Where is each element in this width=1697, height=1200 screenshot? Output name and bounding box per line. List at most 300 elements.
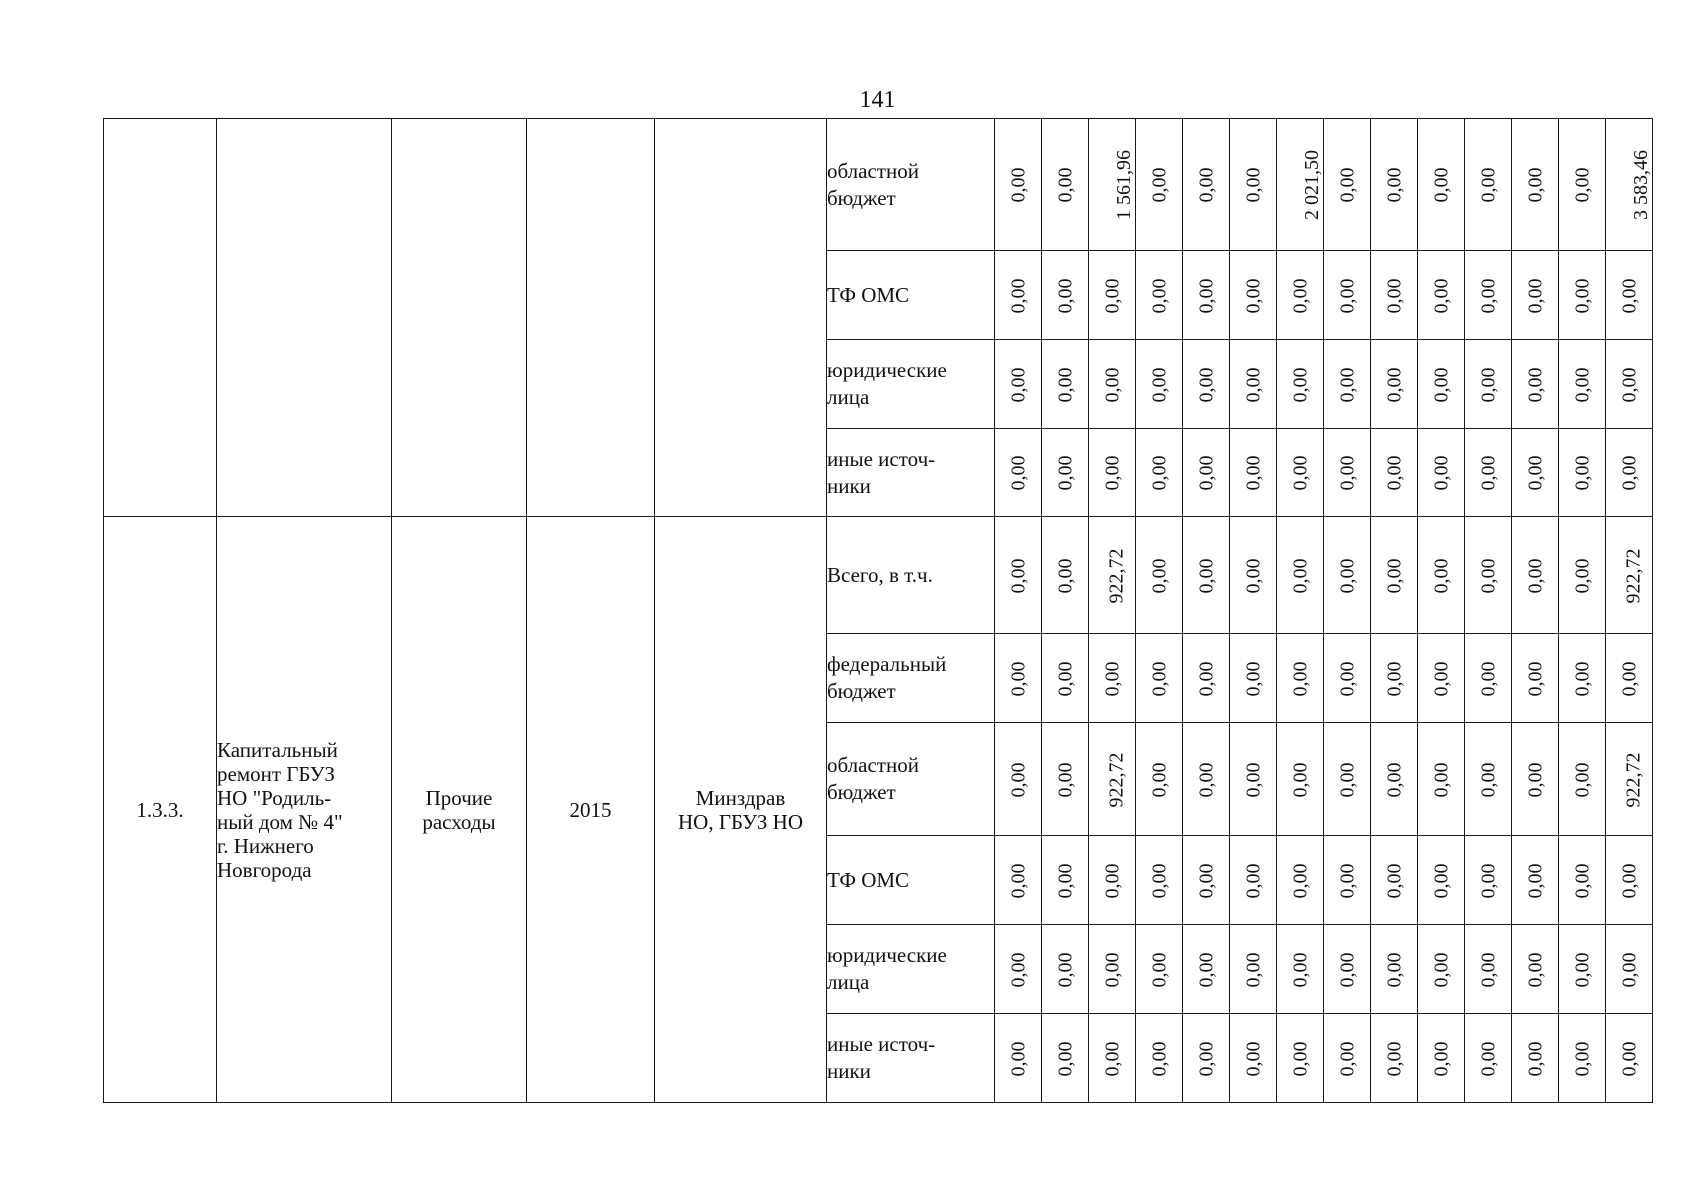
value: 0,00 (1242, 1041, 1264, 1076)
value-cell (1042, 517, 1089, 634)
value-cell (1512, 836, 1559, 925)
value: 0,00 (1007, 952, 1029, 987)
value-cell (1089, 1014, 1136, 1103)
value-cell (1559, 429, 1606, 517)
value-cell (1465, 517, 1512, 634)
value: 0,00 (1571, 952, 1593, 987)
value: 0,00 (1618, 455, 1640, 491)
value-cell (1089, 925, 1136, 1014)
value-cell (995, 836, 1042, 925)
value: 0,00 (1242, 558, 1264, 593)
value-cell (1089, 836, 1136, 925)
value: 0,00 (1101, 952, 1123, 987)
value-cell (1606, 517, 1653, 634)
value: 0,00 (1289, 952, 1311, 987)
value-cell (1230, 251, 1277, 340)
value-cell (1418, 119, 1465, 251)
value-cell (1136, 429, 1183, 517)
value-cell (1371, 119, 1418, 251)
value: 0,00 (1571, 661, 1593, 696)
value-cell (1089, 119, 1136, 251)
value: 0,00 (1430, 278, 1452, 313)
funding-source-cell (827, 251, 995, 340)
value-cell (1512, 723, 1559, 836)
value-cell (1324, 1014, 1371, 1103)
value: 0,00 (1289, 762, 1311, 797)
value: 0,00 (1195, 1041, 1217, 1076)
year: 2015 (569, 797, 612, 822)
value-cell (1042, 1014, 1089, 1103)
value-cell (1042, 634, 1089, 723)
value: 0,00 (1477, 455, 1499, 491)
value: 922,72 (1622, 752, 1645, 807)
value-cell (1183, 723, 1230, 836)
value-cell (1324, 251, 1371, 340)
value-cell (1136, 251, 1183, 340)
value-cell (1183, 634, 1230, 723)
value-cell (1230, 517, 1277, 634)
value: 0,00 (1383, 367, 1405, 402)
value-cell (1324, 429, 1371, 517)
value: 0,00 (1524, 1041, 1546, 1076)
value: 1 561,96 (1113, 150, 1135, 220)
value: 0,00 (1430, 762, 1452, 797)
executor-cell (655, 517, 827, 1103)
value: 0,00 (1007, 558, 1029, 593)
value: 0,00 (1242, 278, 1264, 313)
value-cell (1371, 251, 1418, 340)
value: 0,00 (1383, 762, 1405, 797)
value-cell (1230, 429, 1277, 517)
funding-source-line: ники (827, 1059, 871, 1083)
value-cell (995, 517, 1042, 634)
value-cell (1277, 723, 1324, 836)
value: 0,00 (1430, 167, 1452, 203)
measure-number-cell (104, 517, 217, 1103)
value: 0,00 (1148, 558, 1170, 593)
value-cell (1606, 723, 1653, 836)
value-cell (1230, 723, 1277, 836)
value-cell (995, 1014, 1042, 1103)
table-row (104, 119, 1653, 251)
value: 0,00 (1571, 367, 1593, 402)
value: 0,00 (1148, 455, 1170, 491)
value: 0,00 (1477, 167, 1499, 203)
value: 0,00 (1007, 1041, 1029, 1076)
value-cell (1418, 723, 1465, 836)
measure-name-line: Новгорода (217, 857, 312, 882)
value-cell (1136, 836, 1183, 925)
value: 0,00 (1054, 455, 1076, 491)
value: 0,00 (1336, 558, 1358, 593)
value: 0,00 (1383, 167, 1405, 203)
value-cell (1183, 251, 1230, 340)
value: 0,00 (1101, 1041, 1123, 1076)
value: 0,00 (1524, 762, 1546, 797)
value-cell (1606, 340, 1653, 429)
value: 922,72 (1622, 548, 1645, 603)
value: 0,00 (1383, 455, 1405, 491)
value: 0,00 (1148, 1041, 1170, 1076)
value: 0,00 (1524, 952, 1546, 987)
funding-source-line: иные источ- (827, 1032, 936, 1056)
funding-source-line: иные источ- (827, 446, 936, 471)
value-cell (1559, 634, 1606, 723)
value-cell (1277, 251, 1324, 340)
value: 0,00 (1524, 455, 1546, 491)
value-cell (1512, 251, 1559, 340)
funding-source-cell (827, 836, 995, 925)
funding-source-line: областной (827, 158, 919, 183)
value-cell (1089, 723, 1136, 836)
value-cell (1465, 251, 1512, 340)
value-cell (1324, 634, 1371, 723)
expense-type-cell (392, 119, 527, 517)
value: 0,00 (1007, 661, 1029, 696)
value-cell (1512, 429, 1559, 517)
value-cell (995, 429, 1042, 517)
funding-source-cell (827, 925, 995, 1014)
value-cell (1089, 517, 1136, 634)
value: 0,00 (1383, 661, 1405, 696)
expense-type-line: расходы (422, 809, 496, 834)
value: 922,72 (1105, 548, 1128, 603)
value: 0,00 (1007, 278, 1029, 313)
value-cell (1042, 340, 1089, 429)
value: 0,00 (1054, 863, 1076, 898)
value-cell (1183, 925, 1230, 1014)
value: 0,00 (1336, 952, 1358, 987)
value-cell (1277, 634, 1324, 723)
value-cell (1465, 340, 1512, 429)
value: 0,00 (1007, 367, 1029, 402)
value: 922,72 (1105, 752, 1128, 807)
value: 0,00 (1007, 863, 1029, 898)
value-cell (1042, 119, 1089, 251)
value-cell (1512, 340, 1559, 429)
value: 0,00 (1524, 558, 1546, 593)
measure-name-line: ремонт ГБУЗ (217, 761, 335, 786)
value-cell (995, 251, 1042, 340)
value: 0,00 (1336, 278, 1358, 313)
value-cell (1277, 517, 1324, 634)
value: 0,00 (1195, 367, 1217, 402)
value: 0,00 (1571, 455, 1593, 491)
value: 0,00 (1477, 558, 1499, 593)
value-cell (1089, 429, 1136, 517)
value-cell (1324, 340, 1371, 429)
value-cell (1089, 634, 1136, 723)
value: 0,00 (1242, 952, 1264, 987)
value: 0,00 (1336, 762, 1358, 797)
value-cell (1512, 925, 1559, 1014)
value: 0,00 (1524, 278, 1546, 313)
measure-number-cell (104, 119, 217, 517)
value-cell (1277, 340, 1324, 429)
value: 0,00 (1336, 367, 1358, 402)
value-cell (1230, 119, 1277, 251)
value: 3 583,46 (1630, 150, 1652, 220)
funding-source-line: юридические (827, 943, 947, 967)
value: 0,00 (1383, 558, 1405, 593)
value-cell (1512, 1014, 1559, 1103)
funding-source-line: лица (827, 970, 870, 994)
value-cell (995, 723, 1042, 836)
value-cell (1371, 340, 1418, 429)
year-cell (527, 517, 655, 1103)
value-cell (1183, 429, 1230, 517)
funding-source-cell (827, 723, 995, 836)
value: 0,00 (1477, 661, 1499, 696)
value-cell (1136, 340, 1183, 429)
funding-source-cell (827, 517, 995, 634)
value: 0,00 (1383, 863, 1405, 898)
value-cell (1324, 723, 1371, 836)
value: 0,00 (1054, 952, 1076, 987)
funding-source-cell (827, 119, 995, 251)
value: 0,00 (1477, 1041, 1499, 1076)
expense-type-cell (392, 517, 527, 1103)
value-cell (1606, 836, 1653, 925)
value-cell (1183, 119, 1230, 251)
value: 0,00 (1101, 863, 1123, 898)
value-cell (1559, 723, 1606, 836)
value-cell (1559, 836, 1606, 925)
page-number: 141 (859, 87, 896, 113)
value: 0,00 (1430, 863, 1452, 898)
value-cell (1277, 119, 1324, 251)
value-cell (1042, 251, 1089, 340)
measure-number: 1.3.3. (136, 797, 184, 822)
value-cell (1277, 429, 1324, 517)
value: 0,00 (1289, 661, 1311, 696)
funding-source-cell (827, 340, 995, 429)
value: 0,00 (1618, 367, 1640, 402)
value-cell (1465, 925, 1512, 1014)
value-cell (1042, 925, 1089, 1014)
value-cell (995, 340, 1042, 429)
value-cell (1418, 836, 1465, 925)
value: 0,00 (1195, 558, 1217, 593)
value-cell (1606, 1014, 1653, 1103)
value: 2 021,50 (1301, 150, 1323, 220)
value-cell (1183, 836, 1230, 925)
value-cell (1371, 1014, 1418, 1103)
value: 0,00 (1195, 455, 1217, 491)
value: 0,00 (1430, 558, 1452, 593)
executor-cell (655, 119, 827, 517)
value: 0,00 (1242, 762, 1264, 797)
value: 0,00 (1195, 952, 1217, 987)
expense-type-line: Прочие (425, 785, 493, 810)
value-cell (1418, 634, 1465, 723)
value: 0,00 (1148, 952, 1170, 987)
value: 0,00 (1195, 278, 1217, 313)
measure-name-cell (217, 517, 392, 1103)
value-cell (1230, 925, 1277, 1014)
funding-source-line: лица (827, 385, 870, 409)
value-cell (1324, 836, 1371, 925)
value: 0,00 (1007, 455, 1029, 491)
value: 0,00 (1571, 278, 1593, 313)
funding-source-line: бюджет (827, 679, 896, 703)
value-cell (1371, 836, 1418, 925)
value: 0,00 (1430, 455, 1452, 491)
value-cell (1183, 1014, 1230, 1103)
value-cell (1606, 119, 1653, 251)
value: 0,00 (1524, 661, 1546, 696)
funding-source-line: ТФ ОМС (827, 282, 910, 307)
value: 0,00 (1242, 367, 1264, 402)
value-cell (1042, 429, 1089, 517)
funding-source-line: Всего, в т.ч. (827, 562, 933, 587)
measure-name-line: НО "Родиль- (217, 785, 332, 810)
value-cell (1418, 1014, 1465, 1103)
value: 0,00 (1571, 762, 1593, 797)
value: 0,00 (1430, 661, 1452, 696)
value: 0,00 (1289, 455, 1311, 491)
funding-source-line: федеральный (827, 652, 947, 676)
value: 0,00 (1336, 167, 1358, 203)
value-cell (1371, 429, 1418, 517)
value-cell (1465, 836, 1512, 925)
funding-source-line: бюджет (827, 780, 896, 804)
value-cell (1277, 925, 1324, 1014)
value-cell (1512, 634, 1559, 723)
value-cell (1371, 723, 1418, 836)
value-cell (995, 119, 1042, 251)
value: 0,00 (1054, 558, 1076, 593)
value-cell (1559, 251, 1606, 340)
value: 0,00 (1242, 167, 1264, 203)
value: 0,00 (1336, 863, 1358, 898)
value: 0,00 (1148, 278, 1170, 313)
value-cell (1418, 517, 1465, 634)
value: 0,00 (1054, 167, 1076, 203)
value: 0,00 (1618, 952, 1640, 987)
value: 0,00 (1242, 863, 1264, 898)
value: 0,00 (1571, 1041, 1593, 1076)
funding-source-cell (827, 429, 995, 517)
value-cell (1418, 340, 1465, 429)
value-cell (1606, 251, 1653, 340)
value: 0,00 (1289, 558, 1311, 593)
value-cell (995, 634, 1042, 723)
value-cell (1559, 1014, 1606, 1103)
value: 0,00 (1383, 278, 1405, 313)
value-cell (1230, 836, 1277, 925)
value-cell (1042, 836, 1089, 925)
value: 0,00 (1289, 1041, 1311, 1076)
value-cell (1371, 517, 1418, 634)
value-cell (1371, 925, 1418, 1014)
value-cell (1559, 119, 1606, 251)
value: 0,00 (1571, 863, 1593, 898)
value-cell (1559, 517, 1606, 634)
value-cell (1559, 340, 1606, 429)
value: 0,00 (1242, 455, 1264, 491)
funding-source-line: юридические (827, 358, 947, 382)
executor-line: Минздрав (695, 785, 786, 810)
value-cell (1512, 119, 1559, 251)
budget-table-body (104, 119, 1653, 1103)
value: 0,00 (1524, 167, 1546, 203)
value: 0,00 (1007, 167, 1029, 203)
value: 0,00 (1054, 1041, 1076, 1076)
value: 0,00 (1618, 278, 1640, 313)
value-cell (1136, 925, 1183, 1014)
value: 0,00 (1054, 661, 1076, 696)
value: 0,00 (1571, 167, 1593, 203)
value: 0,00 (1195, 661, 1217, 696)
value: 0,00 (1289, 278, 1311, 313)
funding-source-line: ТФ ОМС (827, 867, 910, 892)
value-cell (1465, 1014, 1512, 1103)
value-cell (1606, 925, 1653, 1014)
funding-source-line: ники (827, 473, 871, 498)
value: 0,00 (1430, 952, 1452, 987)
measure-name-line: г. Нижнего (217, 833, 314, 858)
value-cell (1136, 517, 1183, 634)
value: 0,00 (1383, 1041, 1405, 1076)
value: 0,00 (1477, 278, 1499, 313)
value-cell (1418, 251, 1465, 340)
value-cell (1324, 119, 1371, 251)
value-cell (1418, 429, 1465, 517)
value-cell (1512, 517, 1559, 634)
value: 0,00 (1148, 167, 1170, 203)
value: 0,00 (1101, 455, 1123, 491)
value: 0,00 (1054, 278, 1076, 313)
value-cell (1465, 429, 1512, 517)
value-cell (1183, 517, 1230, 634)
value-cell (1465, 634, 1512, 723)
value: 0,00 (1383, 952, 1405, 987)
funding-source-line: областной (827, 753, 919, 777)
value: 0,00 (1289, 863, 1311, 898)
value-cell (1136, 119, 1183, 251)
value: 0,00 (1477, 367, 1499, 402)
value: 0,00 (1477, 762, 1499, 797)
value-cell (995, 925, 1042, 1014)
measure-name-cell (217, 119, 392, 517)
value: 0,00 (1618, 661, 1640, 696)
value-cell (1136, 723, 1183, 836)
value: 0,00 (1195, 167, 1217, 203)
value-cell (1089, 251, 1136, 340)
value: 0,00 (1148, 661, 1170, 696)
value-cell (1089, 340, 1136, 429)
value: 0,00 (1054, 367, 1076, 402)
value: 0,00 (1336, 455, 1358, 491)
value: 0,00 (1101, 367, 1123, 402)
value: 0,00 (1477, 952, 1499, 987)
funding-source-cell (827, 634, 995, 723)
value-cell (1230, 340, 1277, 429)
value-cell (1559, 925, 1606, 1014)
value: 0,00 (1571, 558, 1593, 593)
value: 0,00 (1289, 367, 1311, 402)
value-cell (1606, 429, 1653, 517)
value: 0,00 (1054, 762, 1076, 797)
value: 0,00 (1430, 367, 1452, 402)
value: 0,00 (1101, 278, 1123, 313)
value-cell (1136, 634, 1183, 723)
value: 0,00 (1336, 1041, 1358, 1076)
value: 0,00 (1618, 863, 1640, 898)
value-cell (1277, 1014, 1324, 1103)
value-cell (1230, 1014, 1277, 1103)
